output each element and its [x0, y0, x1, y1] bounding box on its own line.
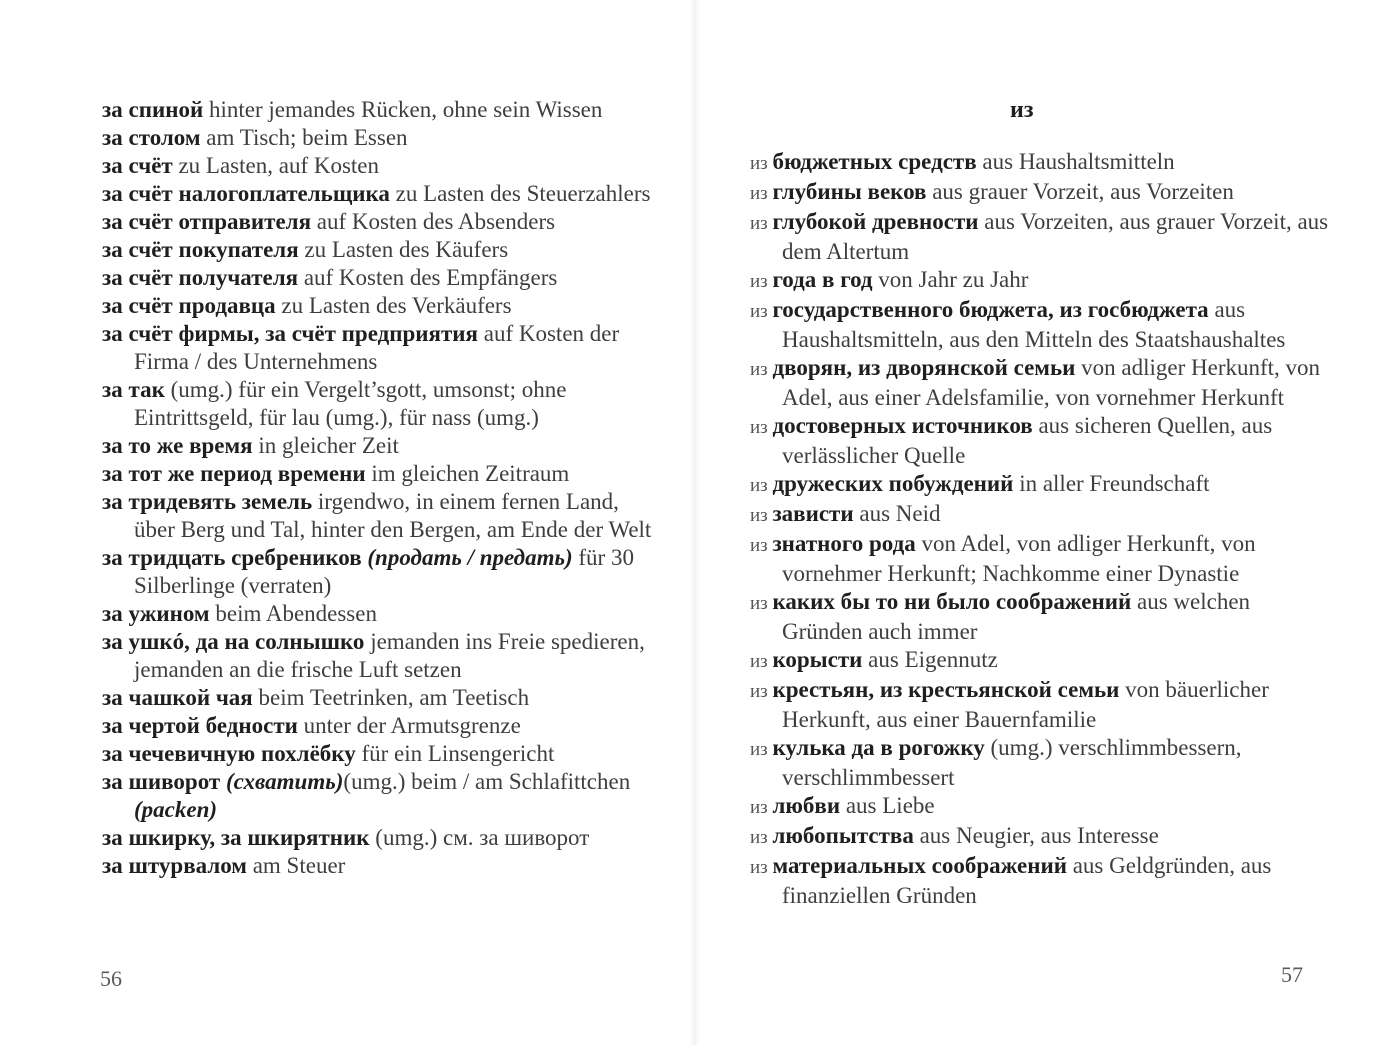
- entry-prefix: из: [750, 739, 773, 760]
- usage-note: (продать / предать): [367, 545, 573, 570]
- translation: von Jahr zu Jahr: [872, 267, 1029, 292]
- translation: aus Liebe: [840, 793, 935, 818]
- entry: [750, 500, 1335, 530]
- entry: [102, 124, 662, 152]
- translation: aus Eigennutz: [862, 647, 998, 672]
- entry: [750, 266, 1335, 296]
- translation: (umg.) verschlimmbessern, verschlimmbessert: [782, 735, 1242, 790]
- right-entry-list: [750, 148, 1335, 910]
- headword: дружеских побуждений: [772, 471, 1014, 496]
- entry: [102, 236, 662, 264]
- headword: за чертой бедности: [102, 713, 298, 738]
- translation: auf Kosten des Absenders: [311, 209, 556, 234]
- headword: за тридцать сребреников: [102, 545, 368, 570]
- entry-prefix: из: [750, 271, 773, 292]
- entry: [102, 600, 662, 628]
- entry: [750, 530, 1335, 588]
- translation: zu Lasten des Käufers: [298, 237, 509, 262]
- headword: глубокой древности: [772, 209, 979, 234]
- entry: [102, 768, 662, 824]
- headword: за счёт продавца: [102, 293, 276, 318]
- entry-prefix: из: [750, 797, 773, 818]
- entry: [102, 628, 662, 684]
- headword: материальных соображений: [772, 853, 1067, 878]
- entry-prefix: из: [750, 681, 773, 702]
- entry: [750, 852, 1335, 910]
- entry: [102, 180, 662, 208]
- entry: [102, 544, 662, 600]
- headword: за ушкó, да на солнышко: [102, 629, 365, 654]
- headword: любопытства: [772, 823, 914, 848]
- headword: года в год: [772, 267, 873, 292]
- entry-prefix: из: [750, 153, 773, 174]
- headword: кулька да в рогожку: [772, 735, 985, 760]
- entry-prefix: из: [750, 417, 773, 438]
- translation: jemanden ins Freie spedieren, jemanden an die frische Luft setzen: [134, 629, 645, 682]
- entry: [102, 460, 662, 488]
- translation: (umg.) см. за шиворот: [369, 825, 590, 850]
- page-number: 56: [100, 966, 122, 991]
- headword: за счёт покупателя: [102, 237, 299, 262]
- entry-prefix: из: [750, 475, 773, 496]
- entry: [750, 178, 1335, 208]
- headword: корысти: [772, 647, 863, 672]
- headword: дворян, из дворянской семьи: [772, 355, 1076, 380]
- translation: aus Vorzeiten, aus grauer Vorzeit, aus dem Altertum: [782, 209, 1329, 264]
- headword: за то же время: [102, 433, 253, 458]
- translation: aus welchen Gründen auch immer: [782, 589, 1251, 644]
- entry: [750, 470, 1335, 500]
- entry: [102, 264, 662, 292]
- entry: [102, 320, 662, 376]
- entry: [750, 676, 1335, 734]
- entry: [750, 734, 1335, 792]
- headword: за счёт налогоплательщика: [102, 181, 390, 206]
- translation: von bäuerlicher Herkunft, aus einer Bauernfamilie: [782, 677, 1269, 732]
- usage-note: (схватить): [225, 769, 344, 794]
- section-title: из: [1010, 97, 1034, 123]
- translation: auf Kosten des Empfängers: [298, 265, 558, 290]
- headword: за счёт получателя: [102, 265, 299, 290]
- translation: auf Kosten der Firma / des Unternehmens: [134, 321, 620, 374]
- translation: aus Neugier, aus Interesse: [913, 823, 1159, 848]
- translation: aus Neid: [853, 501, 941, 526]
- entry: [750, 354, 1335, 412]
- entry: [750, 412, 1335, 470]
- translation: für ein Linsengericht: [355, 741, 555, 766]
- translation: von Adel, von adliger Herkunft, von vornehmer Herkunft; Nachkomme einer Dynastie: [782, 531, 1256, 586]
- headword: глубины веков: [772, 179, 927, 204]
- entry: [102, 208, 662, 236]
- headword: знатного рода: [772, 531, 916, 556]
- headword: за спиной: [102, 97, 204, 122]
- entry: [102, 852, 662, 880]
- entry-prefix: из: [750, 359, 773, 380]
- headword: за шкирку, за шкирятник: [102, 825, 370, 850]
- entry: [750, 208, 1335, 266]
- translation: aus sicheren Quellen, aus verlässlicher Quelle: [782, 413, 1273, 468]
- translation: beim Abendessen: [209, 601, 377, 626]
- headword: за чечевичную похлёбку: [102, 741, 356, 766]
- translation: aus Haushaltsmitteln: [976, 149, 1175, 174]
- translation: aus grauer Vorzeit, aus Vorzeiten: [926, 179, 1234, 204]
- headword: за штурвалом: [102, 853, 247, 878]
- left-entry-list: [102, 96, 662, 880]
- entry: [102, 824, 662, 852]
- entry: [750, 148, 1335, 178]
- translation: am Steuer: [246, 853, 346, 878]
- entry: [102, 96, 662, 124]
- headword: за шиворот: [102, 769, 226, 794]
- translation: in aller Freundschaft: [1013, 471, 1210, 496]
- translation: für 30 Silberlinge (verraten): [134, 545, 634, 598]
- right-page: [695, 0, 1391, 1045]
- headword: достоверных источников: [772, 413, 1033, 438]
- entry: [102, 432, 662, 460]
- headword: за столом: [102, 125, 201, 150]
- entry-prefix: из: [750, 857, 773, 878]
- entry: [102, 488, 662, 544]
- entry: [102, 376, 662, 432]
- entry-prefix: из: [750, 535, 773, 556]
- entry-prefix: из: [750, 651, 773, 672]
- translation: aus Haushaltsmitteln, aus den Mitteln des Staatshaushaltes: [782, 297, 1286, 352]
- translation: (umg.) beim / am Schlafittchen: [343, 769, 631, 794]
- translation: irgendwo, in einem fernen Land, über Berg und Tal, hinter den Bergen, am Ende der Welt: [134, 489, 652, 542]
- translation: zu Lasten des Steuerzahlers: [389, 181, 651, 206]
- headword: за чашкой чая: [102, 685, 253, 710]
- entry-prefix: из: [750, 301, 773, 322]
- translation: am Tisch; beim Essen: [200, 125, 408, 150]
- headword: крестьян, из крестьянской семьи: [772, 677, 1120, 702]
- entry: [750, 822, 1335, 852]
- left-page: [0, 0, 695, 1045]
- entry: [102, 740, 662, 768]
- translation: beim Teetrinken, am Teetisch: [252, 685, 530, 710]
- headword: за ужином: [102, 601, 210, 626]
- headword: бюджетных средств: [772, 149, 977, 174]
- entry: [750, 792, 1335, 822]
- headword: зависти: [772, 501, 854, 526]
- usage-note: (packen): [134, 797, 218, 822]
- translation: hinter jemandes Rücken, ohne sein Wissen: [203, 97, 603, 122]
- translation: zu Lasten, auf Kosten: [172, 153, 380, 178]
- entry: [102, 712, 662, 740]
- entry: [102, 152, 662, 180]
- entry-prefix: из: [750, 505, 773, 526]
- headword: за тот же период времени: [102, 461, 366, 486]
- translation: von adliger Herkunft, von Adel, aus einer Adelsfamilie, von vornehmer Herkunft: [782, 355, 1321, 410]
- headword: за счёт: [102, 153, 173, 178]
- page-number: 57: [1281, 962, 1303, 987]
- headword: любви: [772, 793, 841, 818]
- translation: aus Geldgründen, aus finanziellen Gründen: [782, 853, 1272, 908]
- headword: за счёт фирмы, за счёт предприятия: [102, 321, 478, 346]
- entry-prefix: из: [750, 827, 773, 848]
- translation: im gleichen Zeitraum: [365, 461, 570, 486]
- headword: государственного бюджета, из госбюджета: [772, 297, 1209, 322]
- entry-prefix: из: [750, 213, 773, 234]
- translation: (umg.) für ein Vergelt’sgott, umsonst; ohne Eintrittsgeld, für lau (umg.), für nass (umg.): [134, 377, 567, 430]
- entry-prefix: из: [750, 593, 773, 614]
- headword: каких бы то ни было соображений: [772, 589, 1132, 614]
- translation: zu Lasten des Verkäufers: [275, 293, 512, 318]
- entry: [750, 646, 1335, 676]
- headword: за так: [102, 377, 165, 402]
- headword: за тридевять земель: [102, 489, 313, 514]
- entry: [750, 296, 1335, 354]
- entry: [102, 292, 662, 320]
- translation: in gleicher Zeit: [252, 433, 399, 458]
- headword: за счёт отправителя: [102, 209, 312, 234]
- entry: [750, 588, 1335, 646]
- entry-prefix: из: [750, 183, 773, 204]
- translation: unter der Armutsgrenze: [297, 713, 521, 738]
- entry: [102, 684, 662, 712]
